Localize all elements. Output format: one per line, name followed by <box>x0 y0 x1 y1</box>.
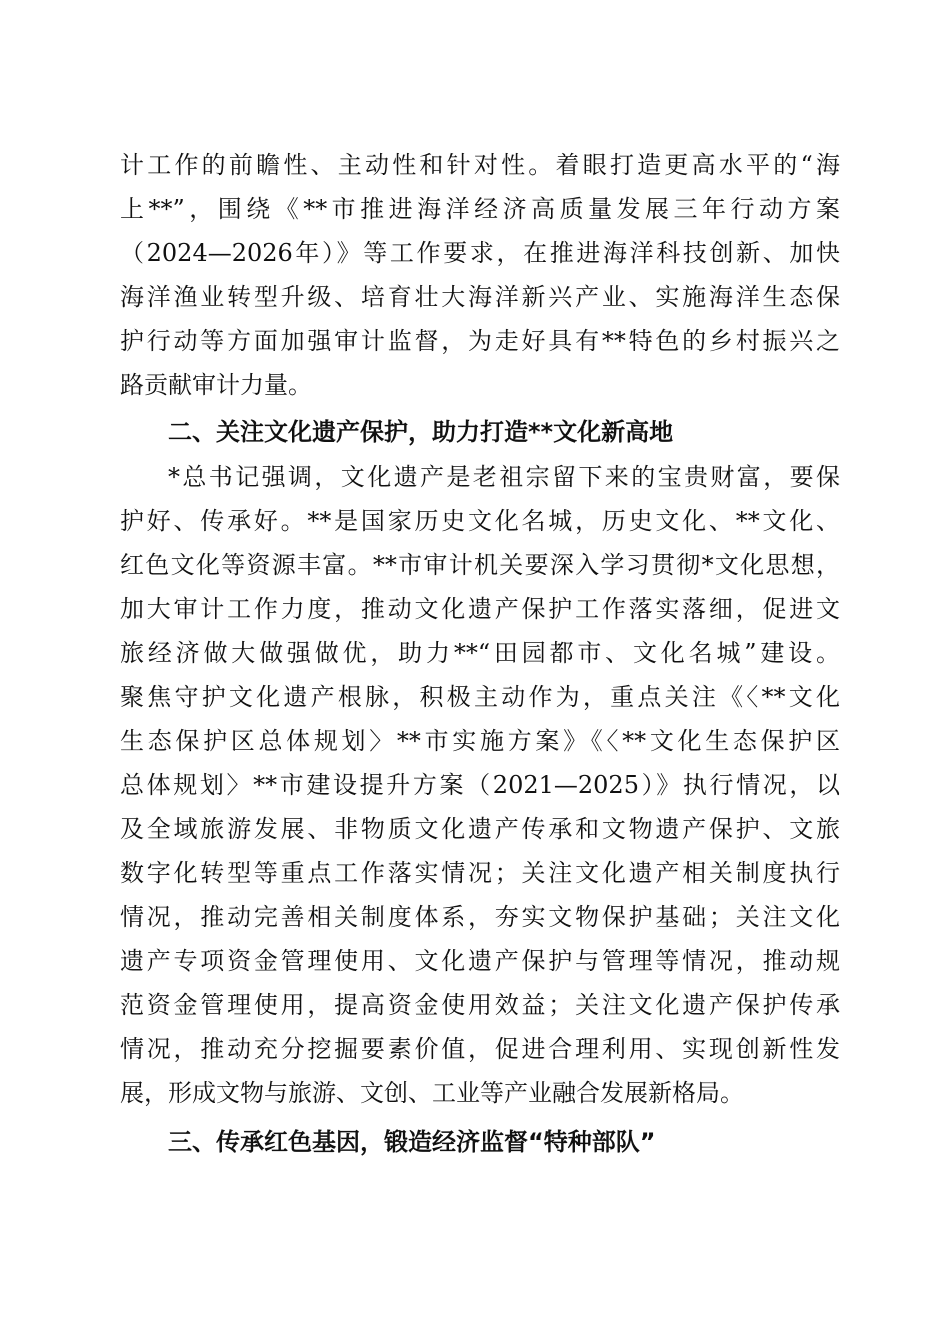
paragraph-line: 遗产专项资金管理使用、文化遗产保护与管理等情况，推动规 <box>120 947 840 975</box>
paragraph-line: 范资金管理使用，提高资金使用效益；关注文化遗产保护传承 <box>120 991 840 1019</box>
section-heading-2: 二、关注文化遗产保护，助力打造**文化新高地 <box>168 418 674 446</box>
paragraph-line: 旅经济做大做强做优，助力**“田园都市、文化名城”建设。 <box>120 639 840 667</box>
paragraph-line: 护行动等方面加强审计监督，为走好具有**特色的乡村振兴之 <box>120 327 840 355</box>
paragraph-line: 聚焦守护文化遗产根脉，积极主动作为，重点关注《〈**文化 <box>120 683 840 711</box>
paragraph-line: 护好、传承好。**是国家历史文化名城，历史文化、**文化、 <box>120 507 840 535</box>
paragraph-line: 情况，推动完善相关制度体系，夯实文物保护基础；关注文化 <box>120 903 840 931</box>
paragraph-line: *总书记强调，文化遗产是老祖宗留下来的宝贵财富，要保 <box>168 463 840 491</box>
paragraph-line: 生态保护区总体规划〉**市实施方案》《〈**文化生态保护区 <box>120 727 840 755</box>
paragraph-line: 数字化转型等重点工作落实情况；关注文化遗产相关制度执行 <box>120 859 840 887</box>
paragraph-line: 路贡献审计力量。 <box>120 371 312 399</box>
paragraph-line: 计工作的前瞻性、主动性和针对性。着眼打造更高水平的“海 <box>120 151 840 179</box>
paragraph-line: 海洋渔业转型升级、培育壮大海洋新兴产业、实施海洋生态保 <box>120 283 840 311</box>
section-heading-3: 三、传承红色基因，锻造经济监督“特种部队” <box>168 1128 656 1156</box>
paragraph-line: 红色文化等资源丰富。**市审计机关要深入学习贯彻*文化思想， <box>120 551 840 579</box>
paragraph-line: 加大审计工作力度，推动文化遗产保护工作落实落细，促进文 <box>120 595 840 623</box>
paragraph-line: 情况，推动充分挖掘要素价值，促进合理利用、实现创新性发 <box>120 1035 840 1063</box>
paragraph-line: 及全域旅游发展、非物质文化遗产传承和文物遗产保护、文旅 <box>120 815 840 843</box>
paragraph-line: 上**”，围绕《**市推进海洋经济高质量发展三年行动方案 <box>120 195 840 223</box>
paragraph-line: （2024—2026年）》等工作要求，在推进海洋科技创新、加快 <box>120 239 840 267</box>
paragraph-line: 展，形成文物与旅游、文创、工业等产业融合发展新格局。 <box>120 1079 744 1107</box>
paragraph-line: 总体规划〉**市建设提升方案（2021—2025）》执行情况，以 <box>120 771 840 799</box>
